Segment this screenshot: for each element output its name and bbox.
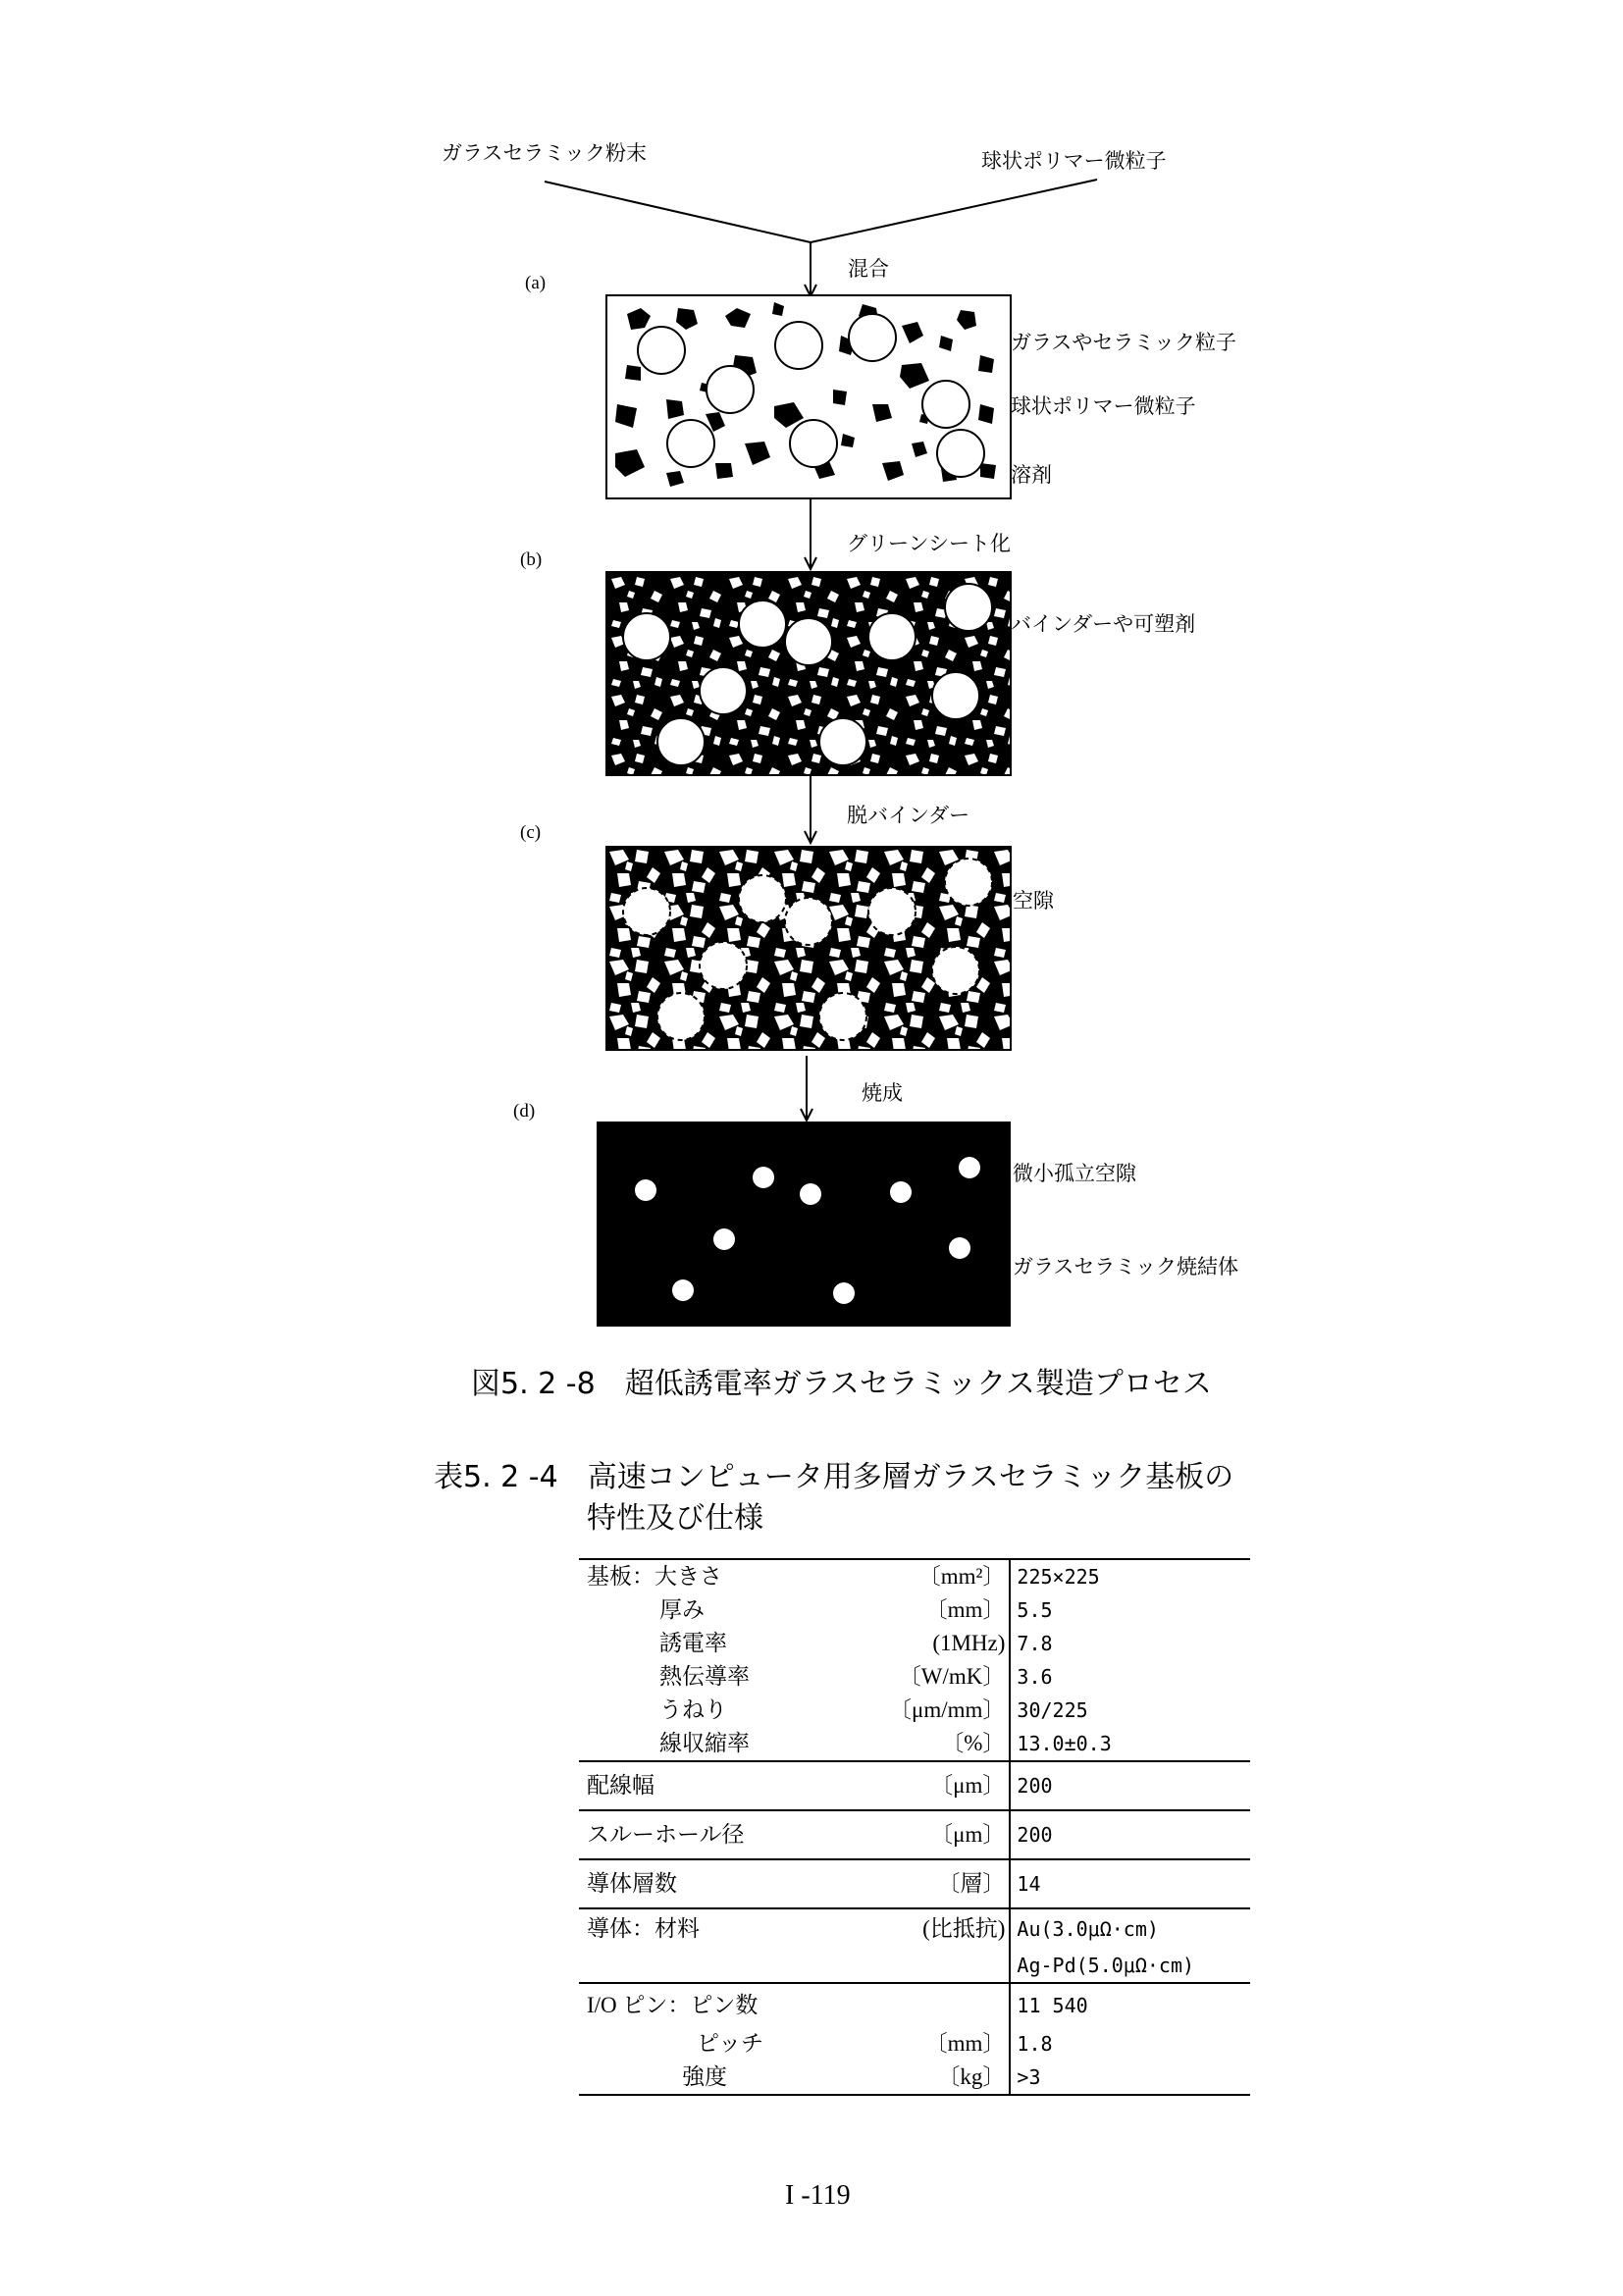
row-unit: (比抵抗) <box>889 1908 1010 1949</box>
row-name: 基板：大きさ <box>579 1559 889 1593</box>
label-glass-ceramic-particles: ガラスやセラミック粒子 <box>1011 331 1236 354</box>
row-unit: 〔μm/mm〕 <box>889 1694 1010 1727</box>
figure-caption: 図5. 2 -8 超低誘電率ガラスセラミックス製造プロセス <box>471 1367 1212 1401</box>
process-binder-removal: 脱バインダー <box>847 804 970 827</box>
row-value: 200 <box>1010 1810 1250 1859</box>
row-name: うねり <box>659 1697 727 1722</box>
table-row <box>579 1559 1250 1593</box>
row-value: 5.5 <box>1017 1598 1053 1622</box>
label-solvent: 溶剤 <box>1011 463 1052 487</box>
row-value: 200 <box>1010 1761 1250 1810</box>
table-caption-line2: 特性及び仕様 <box>587 1501 763 1536</box>
table-row <box>579 1810 1250 1859</box>
row-unit: 〔μm〕 <box>889 1761 1010 1810</box>
step-letter-c: (c) <box>520 822 542 843</box>
table-row <box>579 1694 1250 1727</box>
process-green-sheet: グリーンシート化 <box>847 532 1012 555</box>
table-row <box>579 1727 1250 1761</box>
row-unit: 〔層〕 <box>889 1859 1010 1908</box>
row-name: 厚み <box>659 1597 705 1622</box>
label-voids: 空隙 <box>1013 889 1054 913</box>
row-value: >3 <box>1010 2061 1250 2095</box>
panel-d-illustration <box>599 1123 1009 1325</box>
row-value: Au(3.0μΩ·cm) <box>1010 1908 1250 1949</box>
row-name: 導体層数 <box>579 1859 889 1908</box>
input-polymer-microspheres: 球状ポリマー微粒子 <box>981 149 1167 173</box>
row-unit: 〔%〕 <box>889 1727 1010 1761</box>
row-unit <box>889 1949 1010 1983</box>
label-isolated-micro-voids: 微小孤立空隙 <box>1013 1162 1136 1185</box>
row-value: 1.8 <box>1017 2032 1053 2056</box>
row-value: 11 540 <box>1010 1983 1250 2027</box>
table-row <box>579 1859 1250 1908</box>
step-letter-b: (b) <box>520 549 543 570</box>
row-name: 導体：材料 <box>579 1908 889 1949</box>
row-unit: 〔mm²〕 <box>889 1559 1010 1593</box>
row-name: 誘電率 <box>659 1631 727 1655</box>
table-row <box>579 1949 1250 1983</box>
table-row <box>579 1593 1250 1627</box>
spec-table <box>579 1558 1250 2096</box>
row-unit: 〔kg〕 <box>889 2061 1010 2095</box>
row-value: Ag-Pd(5.0μΩ·cm) <box>1017 1954 1195 1977</box>
table-row <box>579 2027 1250 2061</box>
row-value: 3.6 <box>1017 1665 1053 1689</box>
row-name: 強度 <box>579 2061 889 2095</box>
table-row <box>579 1761 1250 1810</box>
page-number: I -119 <box>785 2180 851 2211</box>
row-name: 熱伝導率 <box>659 1664 750 1689</box>
panel-b-green-sheet <box>605 571 1012 776</box>
panel-b-illustration <box>607 573 1010 774</box>
row-name: ピッチ <box>697 2031 764 2056</box>
row-value: 225×225 <box>1010 1559 1250 1593</box>
panel-c-binder-removed <box>605 846 1012 1051</box>
table-row <box>579 1983 1250 2027</box>
process-mixing: 混合 <box>848 257 889 281</box>
row-name <box>579 1949 889 1983</box>
step-letter-a: (a) <box>525 273 547 293</box>
row-unit: 〔mm〕 <box>889 2027 1010 2061</box>
process-firing: 焼成 <box>862 1081 903 1105</box>
table-row <box>579 2061 1250 2095</box>
table-caption-line1: 表5. 2 -4 高速コンピュータ用多層ガラスセラミック基板の <box>434 1460 1234 1494</box>
row-unit: 〔mm〕 <box>889 1593 1010 1627</box>
row-value: 13.0±0.3 <box>1017 1732 1112 1755</box>
label-sintered-body: ガラスセラミック焼結体 <box>1013 1255 1238 1278</box>
panel-a-slurry <box>605 294 1012 499</box>
panel-d-sintered <box>597 1122 1011 1327</box>
panel-c-illustration <box>607 848 1010 1049</box>
panel-a-illustration <box>607 296 1010 497</box>
row-unit: 〔W/mK〕 <box>889 1660 1010 1694</box>
row-name: 配線幅 <box>579 1761 889 1810</box>
row-value: 14 <box>1010 1859 1250 1908</box>
row-name: スルーホール径 <box>579 1810 889 1859</box>
table-row <box>579 1660 1250 1694</box>
row-unit: (1MHz) <box>889 1627 1010 1660</box>
table-row <box>579 1627 1250 1660</box>
step-letter-d: (d) <box>513 1101 536 1122</box>
table-row <box>579 1908 1250 1949</box>
input-glass-ceramic-powder: ガラスセラミック粉末 <box>442 141 647 165</box>
label-binder-plasticizer: バインダーや可塑剤 <box>1011 612 1196 636</box>
row-name: I/O ピン：ピン数 <box>579 1983 889 2027</box>
label-polymer-particles: 球状ポリマー微粒子 <box>1011 394 1196 418</box>
row-unit <box>889 1983 1010 2027</box>
row-value: 30/225 <box>1017 1698 1088 1722</box>
row-name: 線収縮率 <box>659 1731 750 1755</box>
row-unit: 〔μm〕 <box>889 1810 1010 1859</box>
row-value: 7.8 <box>1017 1632 1053 1655</box>
